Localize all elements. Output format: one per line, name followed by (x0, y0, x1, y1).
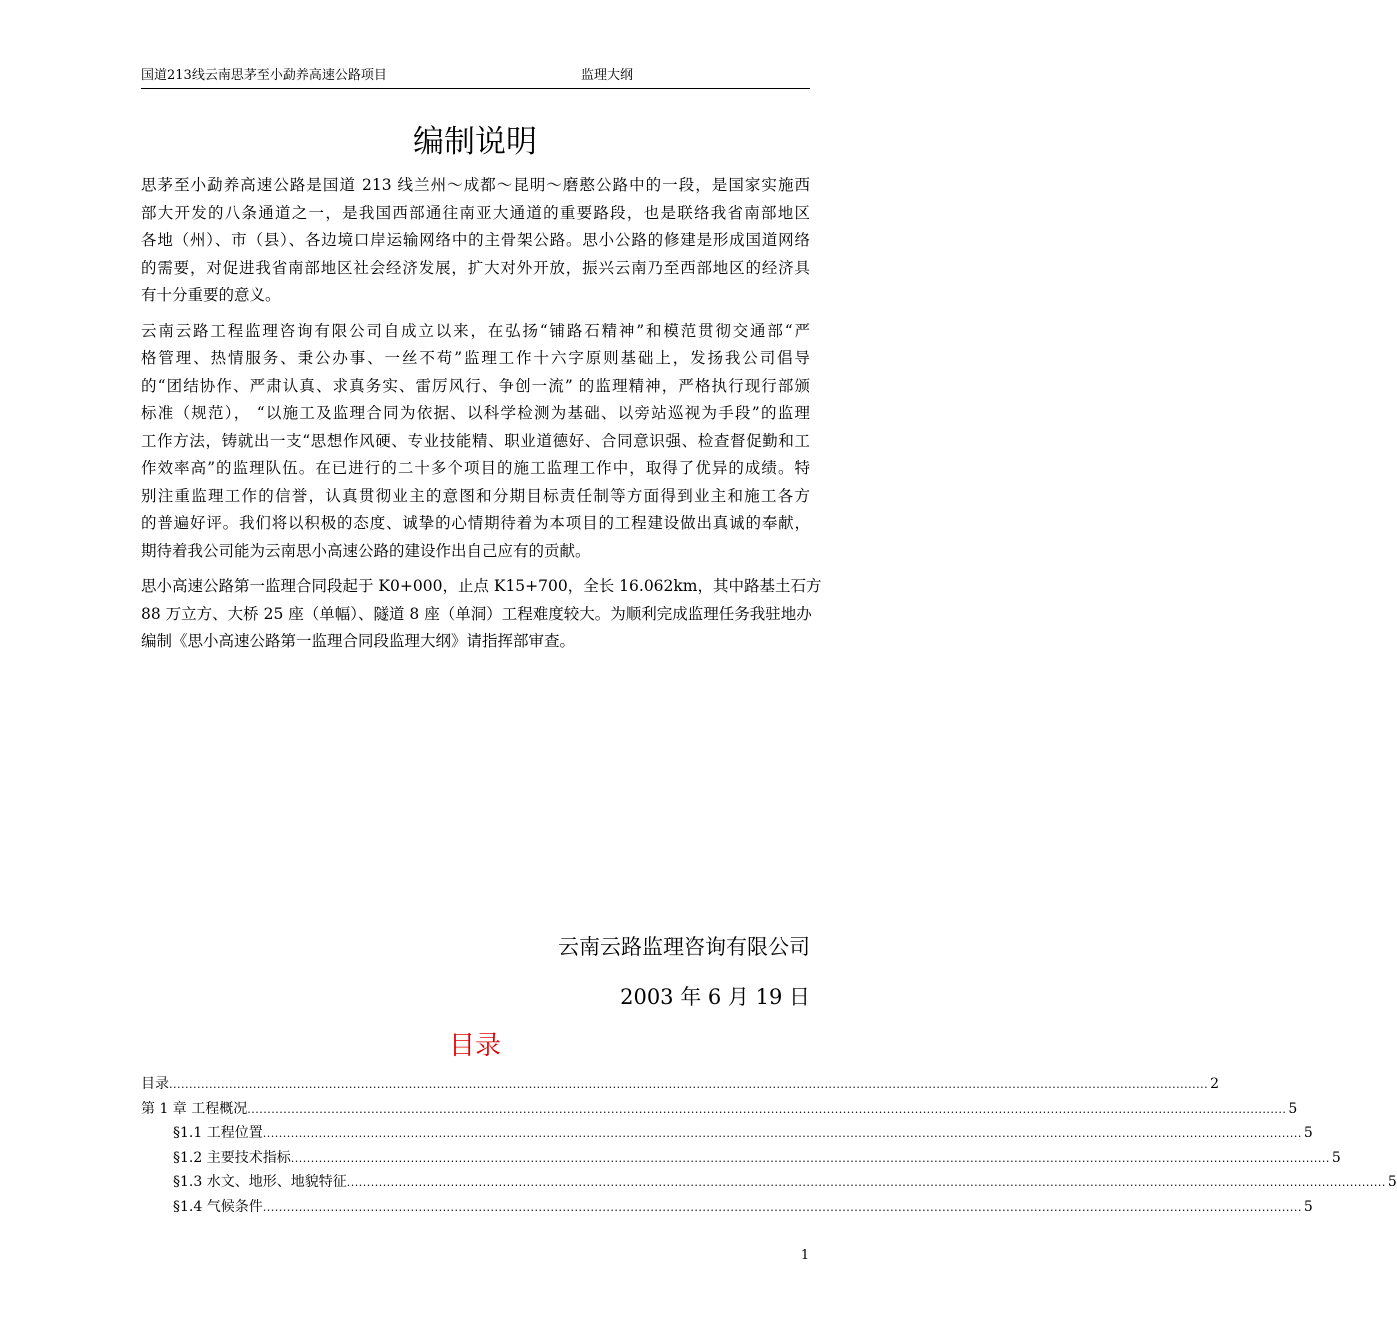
toc-entry-text: §1.3 水文、地形、地貌特征 (173, 1174, 347, 1190)
text-line: 期待着我公司能为云南思小高速公路的建设作出自己应有的贡献。 (141, 541, 591, 560)
text-line: 云南云路工程监理咨询有限公司自成立以来，在弘扬“铺路石精神”和模范贯彻交通部“严 (141, 321, 810, 340)
toc-leader: .................................................................................................................................................................................................................................................................... (290, 1151, 1330, 1165)
page-title: 编制说明 (413, 124, 537, 160)
paragraph (141, 573, 822, 656)
text-line: 格管理、热情服务、秉公办事、一丝不苟”监理工作十六字原则基础上，发扬我公司倡导 (141, 349, 810, 367)
toc-leader: .................................................................................................................................................................................................................................................................... (262, 1200, 1302, 1214)
toc-leader: .................................................................................................................................................................................................................................................................... (262, 1127, 1302, 1140)
toc-entry-page: 2 (1210, 1076, 1220, 1092)
toc-leader: .................................................................................................................................................................................................................................................................... (169, 1078, 1209, 1091)
text-line: 的普遍好评。我们将以积极的态度、诚挚的心情期待着为本项目的工程建设做出真诚的奉献， (141, 514, 810, 532)
toc-leader: .................................................................................................................................................................................................................................................................... (247, 1102, 1287, 1116)
toc-entry-page: 5 (1387, 1174, 1397, 1190)
toc-entry[interactable] (141, 1146, 1341, 1171)
text-line: 工作方法，铸就出一支“思想作风硬、专业技能精、职业道德好、合同意识强、检查督促勤和工 (141, 431, 810, 450)
toc-entry-text: 目录 (141, 1076, 169, 1092)
text-line: 思茅至小勐养高速公路是国道 213 线兰州～成都～昆明～磨憨公路中的一段，是国家实施西 (141, 176, 810, 194)
table-of-contents (141, 1072, 1397, 1219)
toc-entry-page: 5 (1288, 1100, 1298, 1117)
toc-entry-page: 5 (1331, 1149, 1341, 1166)
header-doc-type: 监理大纲 (581, 68, 634, 83)
toc-entry-text: §1.2 主要技术指标 (173, 1149, 291, 1166)
toc-entry[interactable] (141, 1097, 1298, 1122)
paragraph (141, 318, 810, 566)
toc-entry-text: §1.1 工程位置 (173, 1125, 263, 1141)
page-header (141, 66, 810, 89)
preface-body (141, 172, 822, 656)
toc-entry-text: 第 1 章 工程概况 (141, 1100, 248, 1117)
toc-entry[interactable] (141, 1072, 1220, 1097)
signature-company: 云南云路监理咨询有限公司 (558, 935, 810, 959)
text-line: 编制《思小高速公路第一监理合同段监理大纲》请指挥部审查。 (141, 632, 576, 650)
text-line: 部大开发的八条通道之一，是我国西部通往南亚大通道的重要路段，也是联络我省南部地区 (141, 203, 810, 222)
text-line: 别注重监理工作的信誉，认真贯彻业主的意图和分期目标责任制等方面得到业主和施工各方 (141, 486, 810, 505)
text-line: 思小高速公路第一监理合同段起于 K0+000，止点 K15+700，全长 16.062km，其中路基土石方 (141, 577, 822, 595)
text-line: 的“团结协作、严肃认真、求真务实、雷厉风行、争创一流” 的监理精神，严格执行现行部颁 (141, 376, 810, 395)
toc-entry-page: 5 (1303, 1198, 1313, 1215)
toc-entry[interactable] (141, 1170, 1397, 1195)
text-line: 有十分重要的意义。 (141, 286, 281, 304)
signature-date: 2003 年 6 月 19 日 (620, 985, 810, 1009)
text-line: 的需要，对促进我省南部地区社会经济发展，扩大对外开放，振兴云南乃至西部地区的经济具 (141, 258, 810, 277)
header-project-title: 国道213线云南思茅至小勐养高速公路项目 (141, 68, 387, 83)
toc-entry[interactable] (141, 1121, 1313, 1146)
toc-title: 目录 (448, 1031, 501, 1061)
toc-entry-page: 5 (1303, 1125, 1313, 1141)
text-line: 88 万立方、大桥 25 座（单幅）、隧道 8 座（单洞）工程难度较大。为顺利完成监理任务我驻地办 (141, 604, 812, 623)
text-line: 作效率高”的监理队伍。在已进行的二十多个项目的施工监理工作中，取得了优异的成绩。特 (141, 459, 810, 477)
paragraph (141, 172, 810, 310)
toc-entry-text: §1.4 气候条件 (173, 1198, 263, 1215)
text-line: 各地（州）、市（县）、各边境口岸运输网络中的主骨架公路。思小公路的修建是形成国道网络 (141, 231, 810, 249)
toc-entry[interactable] (141, 1195, 1313, 1220)
toc-leader: .................................................................................................................................................................................................................................................................... (346, 1176, 1386, 1189)
text-line: 标准（规范）， “以施工及监理合同为依据、以科学检测为基础、以旁站巡视为手段”的监理 (141, 404, 810, 422)
page-number: 1 (800, 1248, 810, 1263)
